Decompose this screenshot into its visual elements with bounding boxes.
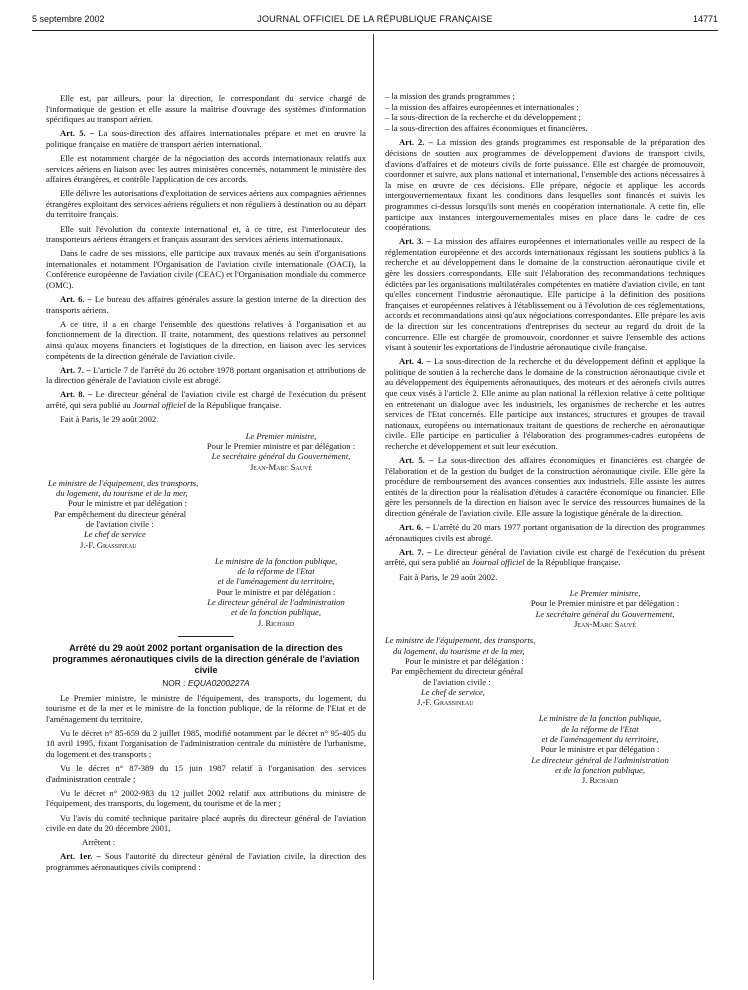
signature-block-ministre-equipement xyxy=(385,635,705,707)
article-text: La sous-direction de la recherche et du développement définit et applique la politique de soutien à la recherche dans le domaine de la construction aéronautique civile et au développement des équipements aéronautiques, des moteurs et des aéronefs civils autres que ceux visés à l'article 2. Elle anime au plan national la réflexion relative à cette politique en entretenant un dialogue avec les industriels, les organismes de recherche et les autres services de l'Etat concernés. Elle participe aux instances, structures et groupes de travail nationaux, européens ou internationaux traitant de questions de recherche en aéronautique civile. Elle participe en particulier à l'élaboration des programmes-cadres européens de recherche et développement et suit leur exécution. xyxy=(385,356,705,451)
visa: Vu le décret n° 85-659 du 2 juillet 1985, modifié notamment par le décret n° 95-405 du 18 avril 1995, fixant l'organisation de l'administration centrale du ministère de l'urbanisme, du logement et des transports ; xyxy=(46,727,366,760)
signature-line: Pour le ministre et par délégation : xyxy=(540,744,660,755)
article-6 xyxy=(385,522,705,543)
signature-line: et de l'aménagement du territoire, xyxy=(541,733,659,744)
signature-line: et de la fonction publique, xyxy=(231,607,321,618)
paragraph: Elle délivre les autorisations d'exploitation de services aériens aux compagnies aériennes étrangères exploitant des services aériens réguliers et non réguliers à destination ou au départ du territoire français. xyxy=(46,188,366,220)
paragraph: A ce titre, il a en charge l'ensemble des questions relatives à l'organisation et au fonctionnement de la direction. Il traite, notamment, des questions relatives au personnel ainsi qu'aux moyens financiers et logistiques de la direction, en liaison avec les services compétents de la direction générale de l'aviation civile. xyxy=(46,318,366,361)
header-rule xyxy=(32,30,718,31)
signature-date: Fait à Paris, le 29 août 2002. xyxy=(399,571,498,582)
signature-line: Le ministre de l'équipement, des transports, xyxy=(48,477,199,488)
article-8 xyxy=(46,389,366,410)
nor-reference xyxy=(46,678,366,689)
signatory-name: Jean-Marc Sauvé xyxy=(573,619,637,630)
article-label: Art. 6. – xyxy=(60,294,92,305)
header-date: 5 septembre 2002 xyxy=(32,14,105,24)
column-divider xyxy=(373,34,374,980)
signature-line: et de l'aménagement du territoire, xyxy=(217,576,335,587)
left-column xyxy=(46,93,366,876)
signature-line: Pour le ministre et par délégation : xyxy=(68,498,187,509)
article-6 xyxy=(46,294,366,315)
signatory-name: Jean-Marc Sauvé xyxy=(249,461,313,472)
article-1 xyxy=(46,851,366,872)
article-7 xyxy=(385,547,705,568)
header-journal: JOURNAL OFFICIEL DE LA RÉPUBLIQUE FRANÇAISE xyxy=(257,14,493,24)
article-text: L'arrêté du 20 mars 1977 portant organisation de la direction des programmes aéronautiques civils est abrogé. xyxy=(385,522,705,543)
article-label: Art. 3. – xyxy=(399,236,431,247)
paragraph: Elle suit l'évolution du contexte international et, à ce titre, est l'interlocuteur des transporteurs aériens étrangers et français assurant des services aériens internationaux. xyxy=(46,223,366,245)
signatory-name: J. Richard xyxy=(257,617,295,628)
signature-line: Le ministre de la fonction publique, xyxy=(214,555,338,566)
signature-line: Le ministre de la fonction publique, xyxy=(538,713,662,724)
signature-line: Pour le Premier ministre et par délégation : xyxy=(530,598,680,609)
article-label: Art. 7. – xyxy=(60,364,91,375)
article-text: Le directeur général de l'aviation civile est chargé de l'exécution du présent arrêté, qui sera publié au xyxy=(385,546,705,568)
article-text: La mission des affaires européennes et internationales veille au respect de la réglementation européenne et des accords internationaux régissant les soutiens publics à la recherche et au développement dans le domaine de la construction aéronautique civile et gère les dossiers correspondants. Elle suit l'élaboration des recommandations techniques édictées par les organisations multilatérales compétentes en matière d'aviation civile, en tant qu'elles concernent l'industrie aéronautique. Elle participe à la définition des positions françaises et européennes relatives à l'établissement ou à l'évolution de ces réglementations, accords et recommandations ainsi qu'aux négociations correspondantes. Elle prépare les avis de la direction sur les concentrations d'entreprises du secteur au regard du droit de la concurrence. Elle est chargée de promouvoir, coordonner et suivre l'ensemble des actions visant à soutenir les exportations de l'industrie aéronautique civile française. xyxy=(385,236,705,353)
article-text: de la République française. xyxy=(524,557,621,568)
signature-block-ministre-fonction-publique xyxy=(385,713,705,785)
visa: Vu le décret n° 2002-983 du 12 juillet 2002 relatif aux attributions du ministre de l'équipement, des transports, du logement, du tourisme et de la mer ; xyxy=(46,787,366,809)
article-label: Art. 6. – xyxy=(399,522,431,533)
signature-line: Le chef de service, xyxy=(421,686,485,697)
signature-line: Par empêchement du directeur général xyxy=(391,666,524,677)
decree-title: Arrêté du 29 août 2002 portant organisation de la direction des programmes aéronautiques civils de la direction générale de l'aviation civile xyxy=(52,642,360,675)
signature-line: de la réforme de l'Etat xyxy=(237,566,315,577)
article-3 xyxy=(385,236,705,353)
article-label: Art. 2. – xyxy=(399,137,433,148)
signature-block-ministre-equipement xyxy=(46,478,366,550)
signature-block-premier-ministre xyxy=(46,431,366,472)
article-7 xyxy=(46,365,366,386)
signatory-name: J. Richard xyxy=(581,775,619,786)
list-item: – la mission des grands programmes ; xyxy=(385,91,515,101)
article-label: Art. 1er. – xyxy=(60,851,101,862)
paragraph: Dans le cadre de ses missions, elle participe aux travaux menés au sein d'organisations internationales et notamment l'Organisation de l'aviation civile internationale (OACI), la Conférence européenne de l'aviation civile (CEAC) et l'Organisation mondiale du commerce (OMC). xyxy=(46,248,366,290)
signature-line: Le directeur général de l'administration xyxy=(207,597,345,608)
article-text: La sous-direction des affaires internationales prépare et met en œuvre la politique française en matière de transport aérien international. xyxy=(46,128,366,149)
article-label: Art. 5. – xyxy=(60,128,95,139)
article-text: La mission des grands programmes est responsable de la préparation des décisions de soutien aux programmes de développement d'avions de transport civils, d'avions d'affaires et de moteurs civils de forte puissance. Elle est chargée de promouvoir, coordonner et suivre, aux plans national et international, l'ensemble des actions nécessaires à la mise en œuvre de ces décisions. Elle prépare, négocie et applique les accords intergouvernementaux fixant les conditions dans lesquelles sont financés et suivis les programmes ci-dessus lorsqu'ils sont menés en coopération internationale. A cette fin, elle participe aux instances intergouvernementales mises en place dans le cadre de ces coopérations. xyxy=(385,137,705,233)
nor-label: NOR : xyxy=(162,677,186,688)
article-5 xyxy=(46,128,366,149)
journal-name: Journal officiel xyxy=(132,399,186,410)
article-text: Le directeur général de l'aviation civile est chargé de l'exécution du présent arrêté, qui sera publié au xyxy=(46,389,366,410)
article-label: Art. 8. – xyxy=(60,389,93,400)
paragraph: Elle est, par ailleurs, pour la direction, le correspondant du service chargé de l'informatique de gestion et elle assure la maîtrise d'ouvrage des systèmes d'information spécifiques au transport aérien. xyxy=(46,93,366,125)
signature-line: de l'aviation civile : xyxy=(86,519,154,529)
page-header xyxy=(32,14,718,26)
article-2 xyxy=(385,137,705,232)
arretent: Arrêtent : xyxy=(82,837,116,848)
signature-block-ministre-fonction-publique xyxy=(46,556,366,628)
signature-line: Le secrétaire général du Gouvernement, xyxy=(211,451,351,462)
article-label: Art. 7. – xyxy=(399,546,432,557)
visa: Vu l'avis du comité technique paritaire placé auprès du directeur général de l'aviation civile en date du 20 décembre 2001, xyxy=(46,812,366,834)
article-text: Sous l'autorité du directeur général de l'aviation civile, la direction des programmes aéronautiques civils comprend : xyxy=(46,851,366,872)
article-text: de la République française. xyxy=(185,399,282,410)
right-column xyxy=(385,91,705,791)
signature-line: du logement, du tourisme et de la mer, xyxy=(393,645,525,656)
article-label: Art. 5. – xyxy=(399,455,434,466)
article-text: L'article 7 de l'arrêté du 26 octobre 1978 portant organisation et attributions de la direction générale de l'aviation civile est abrogé. xyxy=(46,364,366,386)
signature-line: de l'aviation civile : xyxy=(423,676,491,687)
signature-line: Le Premier ministre, xyxy=(569,588,641,599)
article-label: Art. 4. – xyxy=(399,356,431,367)
section-separator xyxy=(178,636,234,637)
signature-line: Pour le ministre et par délégation : xyxy=(405,655,524,666)
list-item: – la mission des affaires européennes et internationales ; xyxy=(385,101,579,112)
article-4 xyxy=(385,356,705,451)
signature-line: Le directeur général de l'administration xyxy=(531,754,669,765)
paragraph: Elle est notamment chargée de la négociation des accords internationaux relatifs aux services aériens en liaison avec les autres ministères concernés, notamment le ministère des affaires étrangères, et contrôle l'application de ces accords. xyxy=(46,152,366,185)
preamble: Le Premier ministre, le ministre de l'équipement, des transports, du logement, du tourisme et de la mer et le ministre de la fonction publique, de la réforme de l'Etat et de l'aménagement du territoire, xyxy=(46,692,366,724)
signature-block-premier-ministre xyxy=(385,588,705,629)
list-item: – la sous-direction de la recherche et du développement ; xyxy=(385,112,581,123)
signature-line: Pour le ministre et par délégation : xyxy=(216,586,336,597)
signature-line: et de la fonction publique, xyxy=(555,764,645,775)
list-item: – la sous-direction des affaires économiques et financières. xyxy=(385,122,588,133)
signature-line: du logement, du tourisme et de la mer, xyxy=(56,488,188,499)
signature-line: de la réforme de l'Etat xyxy=(561,723,639,734)
directorate-list xyxy=(385,91,705,133)
signatory-name: J.-F. Grassineau xyxy=(80,539,137,550)
header-page-number: 14771 xyxy=(692,14,718,24)
signature-line: Le chef de service xyxy=(84,529,146,540)
signature-line: Par empêchement du directeur général xyxy=(54,508,187,519)
signature-line: Le secrétaire général du Gouvernement, xyxy=(535,608,675,619)
article-text: Le bureau des affaires générales assure la gestion interne de la direction des transports aériens. xyxy=(46,294,366,315)
article-5 xyxy=(385,455,705,519)
journal-name: Journal officiel xyxy=(471,557,525,568)
nor-value: EQUA0200227A xyxy=(187,677,250,688)
signatory-name: J.-F. Grassineau xyxy=(417,697,474,708)
signature-date: Fait à Paris, le 29 août 2002. xyxy=(60,414,159,425)
signature-line: Pour le Premier ministre et par délégation : xyxy=(206,440,356,451)
article-text: La sous-direction des affaires économiques et financières est chargée de l'élaboration et de la gestion du budget de la construction aéronautique civile. Elle gère la procédure de remboursement des avances consenties aux industriels. Elle assiste les autres entités de la direction pour la réalisation d'études à caractère économique ou financier. Elle gère les personnels de la direction en liaison avec le service des ressources humaines de la direction générale de l'aviation civile. Elle assure la logistique générale de la direction. xyxy=(385,455,705,519)
signature-line: Le ministre de l'équipement, des transports, xyxy=(385,635,536,646)
signature-line: Le Premier ministre, xyxy=(245,430,317,441)
visa: Vu le décret n° 87-389 du 15 juin 1987 relatif à l'organisation des services d'administration centrale ; xyxy=(46,763,366,784)
